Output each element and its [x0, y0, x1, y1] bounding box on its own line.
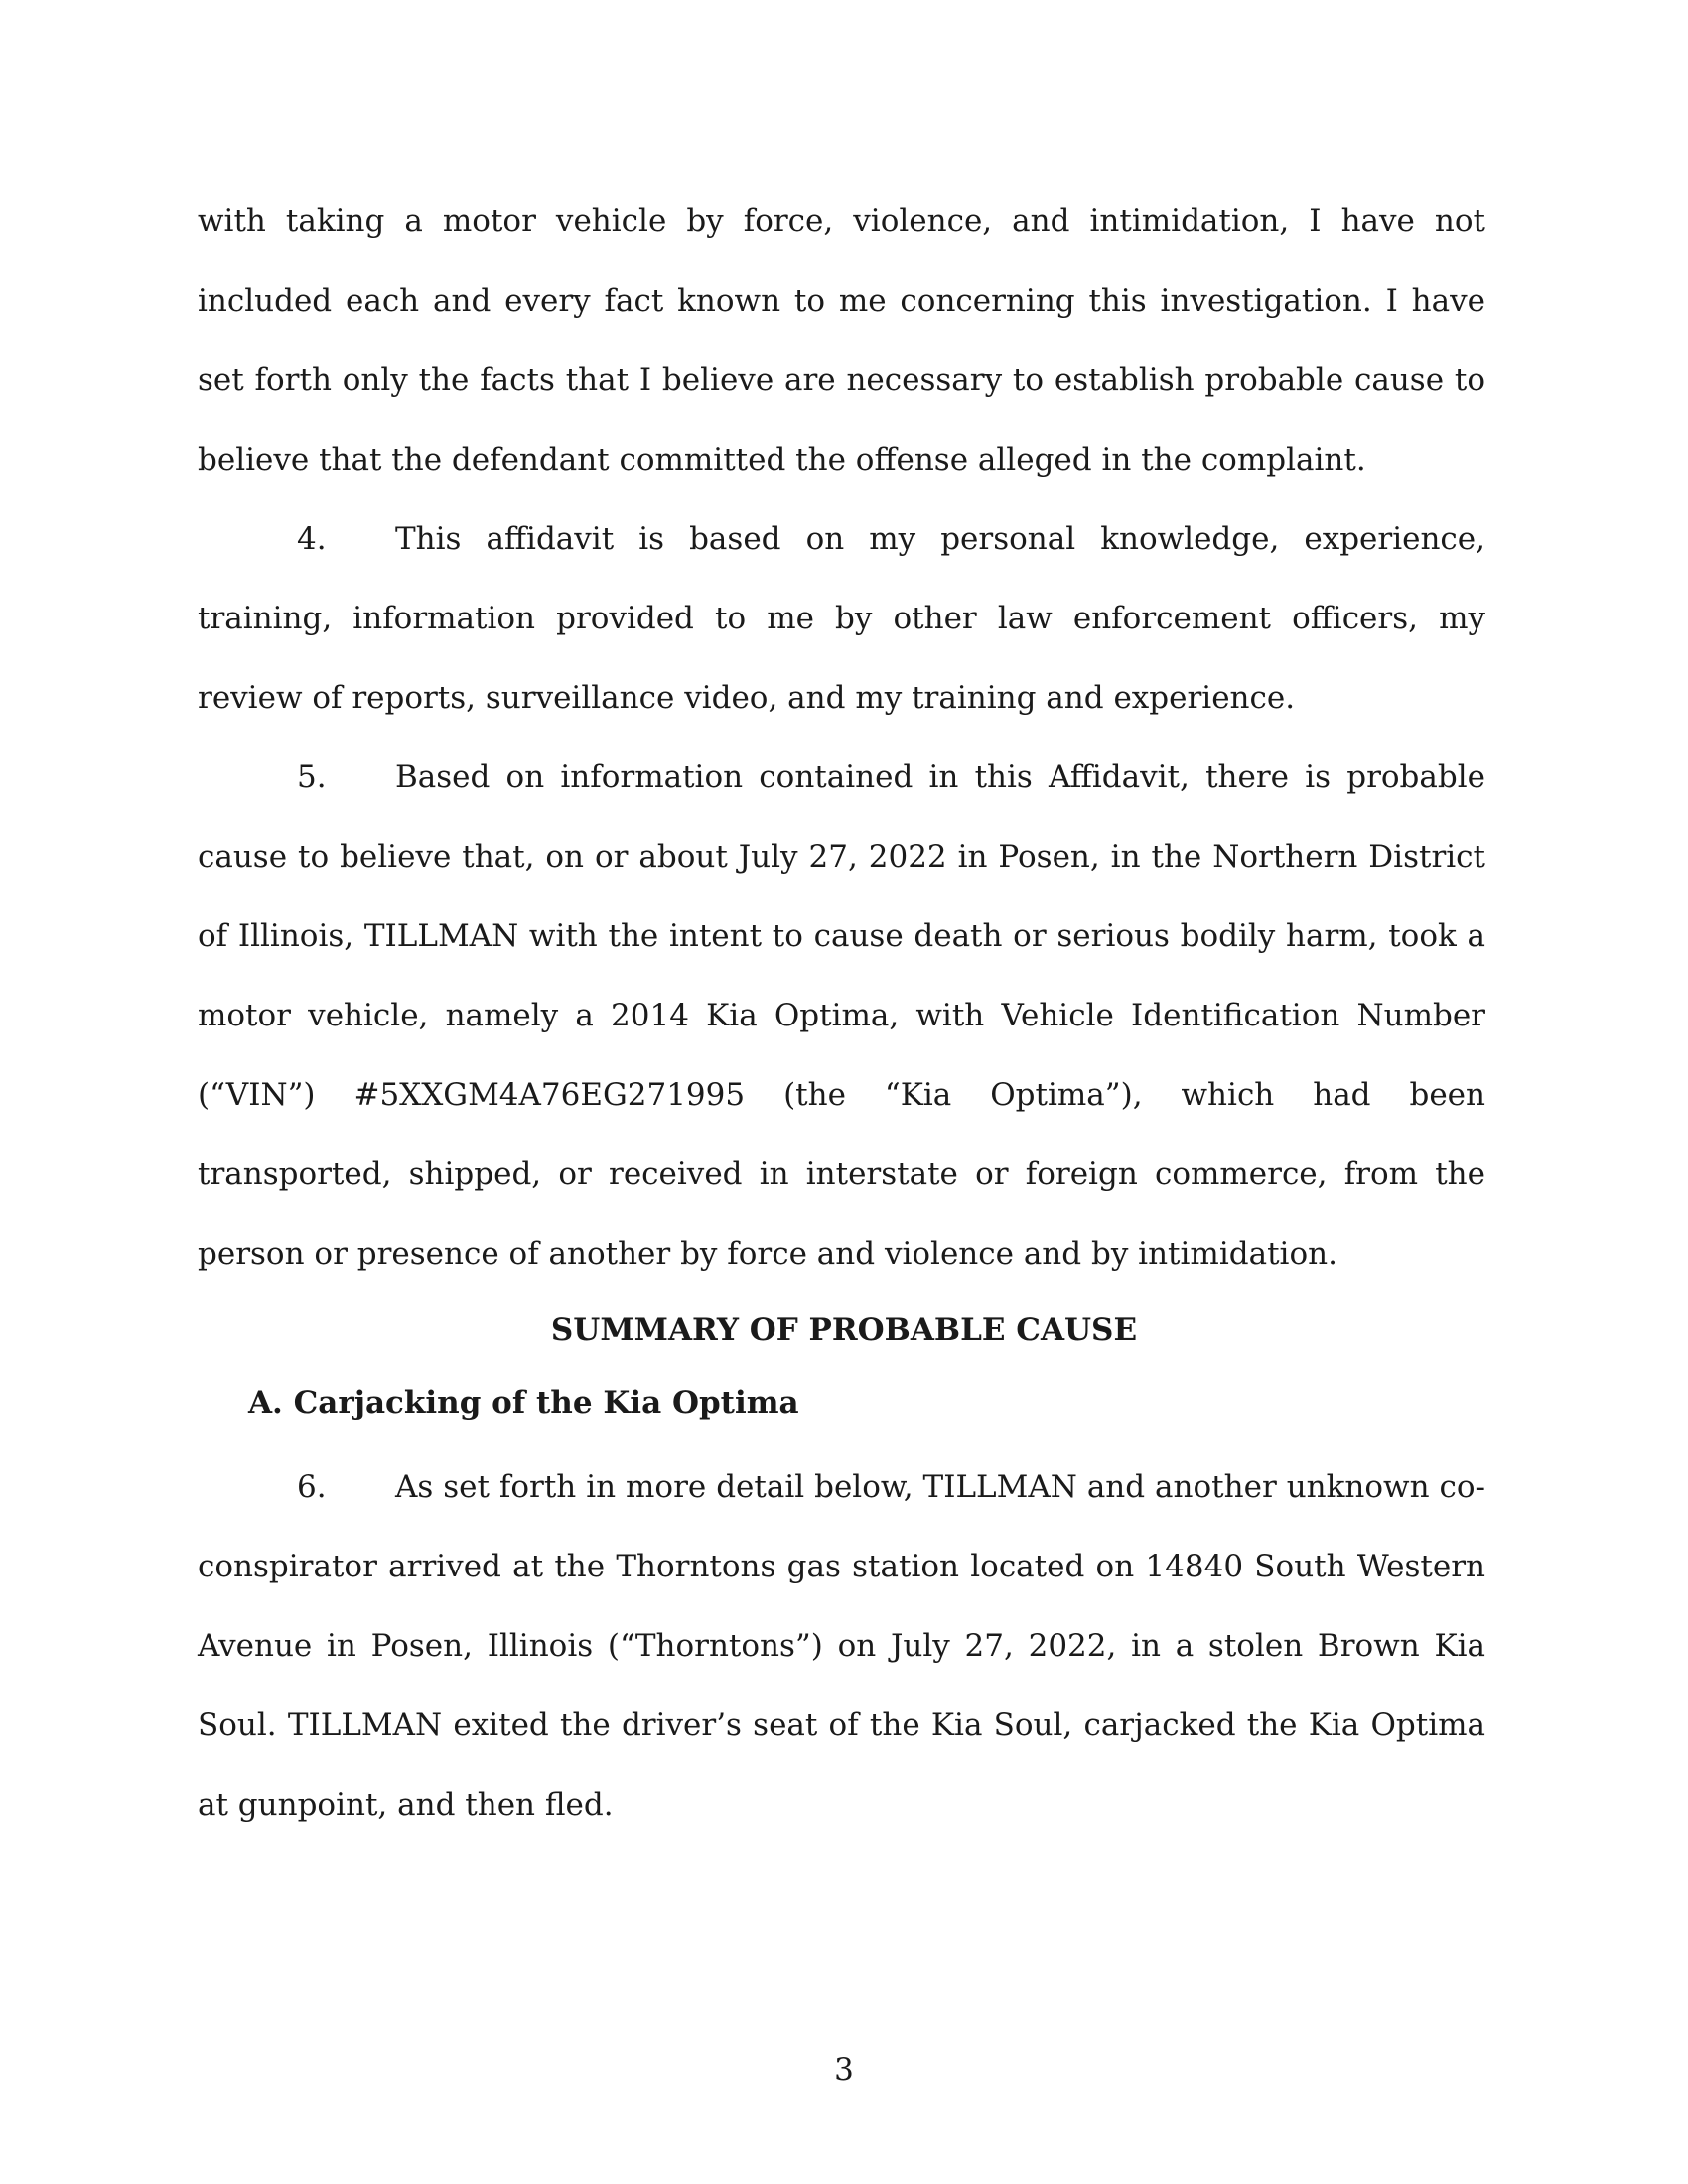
paragraph-6	[198, 1447, 1485, 1844]
paragraph-text: This affidavit is based on my personal knowledge, experience, training, information provided to me by other law enforcement officers, my review of reports, surveillance video, and my training and experience.	[198, 521, 1485, 716]
paragraph-continued: with taking a motor vehicle by force, violence, and intimidation, I have not included each and every fact known to me concerning this investigation. I have set forth only the facts that I believe are necessary to establish probable cause to believe that the defendant committed the offense alleged in the complaint.	[198, 204, 1485, 478]
subsection-heading: A. Carjacking of the Kia Optima	[248, 1385, 799, 1421]
paragraph-number: 5.	[297, 759, 327, 795]
section-heading: SUMMARY OF PROBABLE CAUSE	[550, 1312, 1138, 1348]
paragraph-text: Based on information contained in this Affidavit, there is probable cause to believe that, on or about July 27, 2022 in Posen, in the Northern District of Illinois, TILLMAN with the intent to cause death or serious bodily harm, took a motor vehicle, namely a 2014 Kia Optima, with Vehicle Identification Number (“VIN”) #5XXGM4A76EG271995 (the “Kia Optima”), which had been transported, shipped, or received in interstate or foreign commerce, from the person or presence of another by force and violence and by intimidation.	[198, 759, 1485, 1272]
paragraph-number: 4.	[297, 521, 327, 557]
paragraph-5	[198, 738, 1485, 1294]
paragraph-number: 6.	[297, 1469, 327, 1505]
paragraph-text: As set forth in more detail below, TILLMAN and another unknown co-conspirator arrived at the Thorntons gas station located on 14840 South Western Avenue in Posen, Illinois (“Thorntons”) on July 27, 2022, in a stolen Brown Kia Soul. TILLMAN exited the driver’s seat of the Kia Soul, carjacked the Kia Optima at gunpoint, and then fled.	[198, 1469, 1485, 1823]
page-number: 3	[834, 2052, 854, 2088]
paragraph-4	[198, 499, 1485, 738]
